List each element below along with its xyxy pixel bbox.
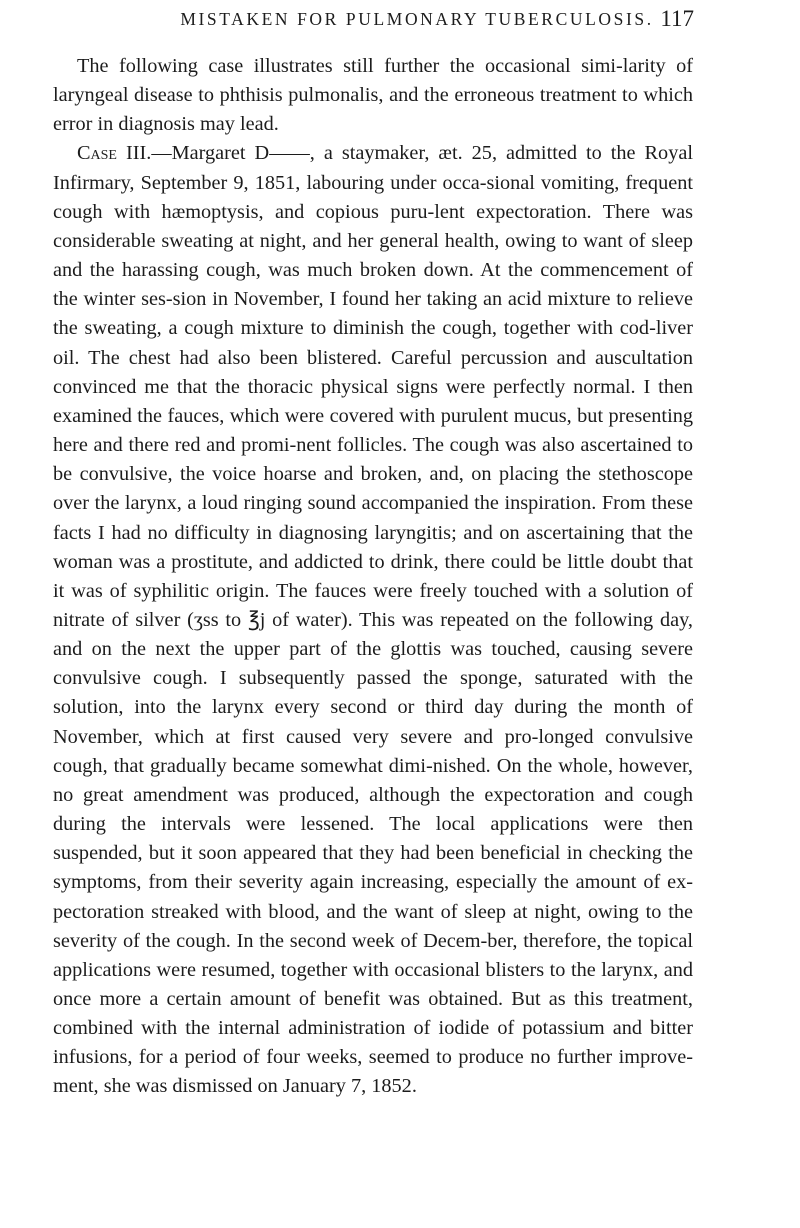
page-number: 117: [660, 6, 694, 31]
case-label: Case III.: [77, 142, 152, 165]
case-paragraph: [53, 139, 693, 1101]
intro-paragraph: The following case illustrates still further the occasional simi-larity of laryngeal disease to phthisis pulmonalis, and the erroneous treatment to which error in diagnosis may lead.: [53, 55, 693, 136]
case-text: —Margaret D——, a staymaker, æt. 25, admitted to the Royal Infirmary, September 9, 1851, labouring under occa-sional vomiting, frequent cough with hæmoptysis, and copious puru-lent expectoration. There was considerable sweating at night, and her general health, owing to want of sleep and the harassing cough, was much broken down. At the commencement of the winter ses-sion in November, I found her taking an acid mixture to relieve the sweating, a cough mixture to diminish the cough, together with cod-liver oil. The chest had also been blistered. Careful percussion and auscultation convinced me that the thoracic physical signs were perfectly normal. I then examined the fauces, which were covered with purulent mucus, but presenting here and there red and promi-nent follicles. The cough was also ascertained to be convulsive, the voice hoarse and broken, and, on placing the stethoscope over the larynx, a loud ringing sound accompanied the inspiration. From these facts I had no difficulty in diagnosing laryngitis; and on ascertaining that the woman was a prostitute, and addicted to drink, there could be little doubt that it was of syphilitic origin. The fauces were freely touched with a solution of nitrate of silver (ʒss to ℥j of water). This was repeated on the following day, and on the next the upper part of the glottis was touched, causing severe convulsive cough. I subsequently passed the sponge, saturated with the solution, into the larynx every second or third day during the month of November, which at first caused very severe and pro-longed convulsive cough, that gradually became somewhat dimi-nished. On the whole, however, no great amendment was produced, although the expectoration and cough during the intervals were lessened. The local applications were then suspended, but it soon appeared that they had been beneficial in checking the symptoms, from their severity again increasing, especially the amount of ex-pectoration streaked with blood, and the want of sleep at night, owing to the severity of the cough. In the second week of Decem-ber, therefore, the topical applications were resumed, together with occasional blisters to the larynx, and once more a certain amount of benefit was obtained. But as this treatment, combined with the internal administration of iodide of potassium and bitter infusions, for a period of four weeks, seemed to produce no further improve-ment, she was dismissed on January 7, 1852.: [53, 142, 693, 1098]
body-text: [53, 52, 693, 1102]
running-head: [90, 4, 694, 34]
running-title: MISTAKEN FOR PULMONARY TUBERCULOSIS.: [180, 9, 654, 29]
